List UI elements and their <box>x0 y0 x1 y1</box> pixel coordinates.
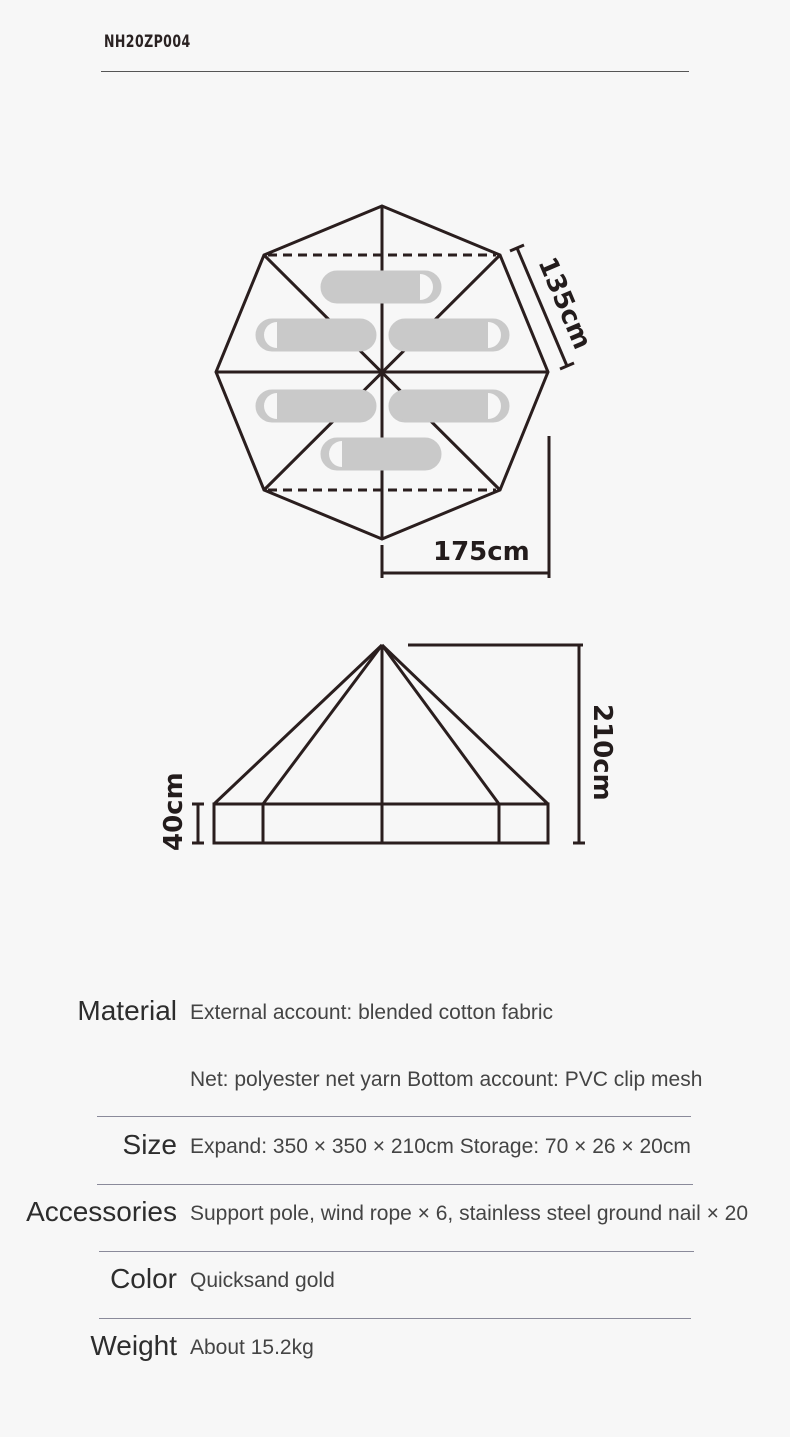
spec-value-material-2: Net: polyester net yarn Bottom account: PVC clip mesh <box>190 1068 703 1091</box>
spec-label-material: Material <box>77 995 177 1026</box>
model-code: NH20ZP004 <box>104 32 191 52</box>
dimension-height <box>408 645 585 843</box>
spec-divider <box>97 1184 693 1185</box>
sleeping-pad <box>257 320 375 350</box>
spec-label-accessories: Accessories <box>26 1196 177 1227</box>
spec-divider <box>99 1318 691 1319</box>
spec-value-color: Quicksand gold <box>190 1269 335 1292</box>
spec-row-material-2 <box>0 1062 790 1102</box>
top-view <box>216 206 548 539</box>
spec-label-color: Color <box>110 1263 177 1294</box>
dimension-label-40: 40cm <box>159 772 189 851</box>
spec-value-weight: About 15.2kg <box>190 1336 314 1359</box>
spec-row-weight <box>0 1330 790 1370</box>
sleeping-pad <box>322 439 440 469</box>
spec-value-size: Expand: 350 × 350 × 210cm Storage: 70 × 26 × 20cm <box>190 1135 691 1158</box>
roof-line <box>382 645 548 804</box>
spec-label-size: Size <box>122 1129 177 1160</box>
sleeping-pad <box>257 391 375 421</box>
roof-line <box>214 645 382 804</box>
dimension-label-175: 175cm <box>433 537 530 567</box>
sleeping-pad <box>390 320 508 350</box>
sleeping-pad <box>390 391 508 421</box>
dimension-label-135: 135cm <box>531 253 597 354</box>
dimension-label-210: 210cm <box>587 704 617 801</box>
spec-divider <box>99 1251 694 1252</box>
spec-row-accessories <box>0 1196 790 1236</box>
spec-row-material <box>0 995 790 1035</box>
spec-value-accessories: Support pole, wind rope × 6, stainless steel ground nail × 20 <box>190 1202 749 1225</box>
spec-row-size <box>0 1129 790 1169</box>
roof-line <box>263 645 382 804</box>
spec-value-material-1: External account: blended cotton fabric <box>190 1001 554 1024</box>
spec-divider <box>97 1116 691 1117</box>
dimension-wall-height <box>192 804 204 843</box>
spec-row-color <box>0 1263 790 1303</box>
spec-label-weight: Weight <box>90 1330 177 1361</box>
side-view <box>214 645 548 843</box>
roof-line <box>382 645 499 804</box>
sleeping-pad <box>322 272 440 302</box>
